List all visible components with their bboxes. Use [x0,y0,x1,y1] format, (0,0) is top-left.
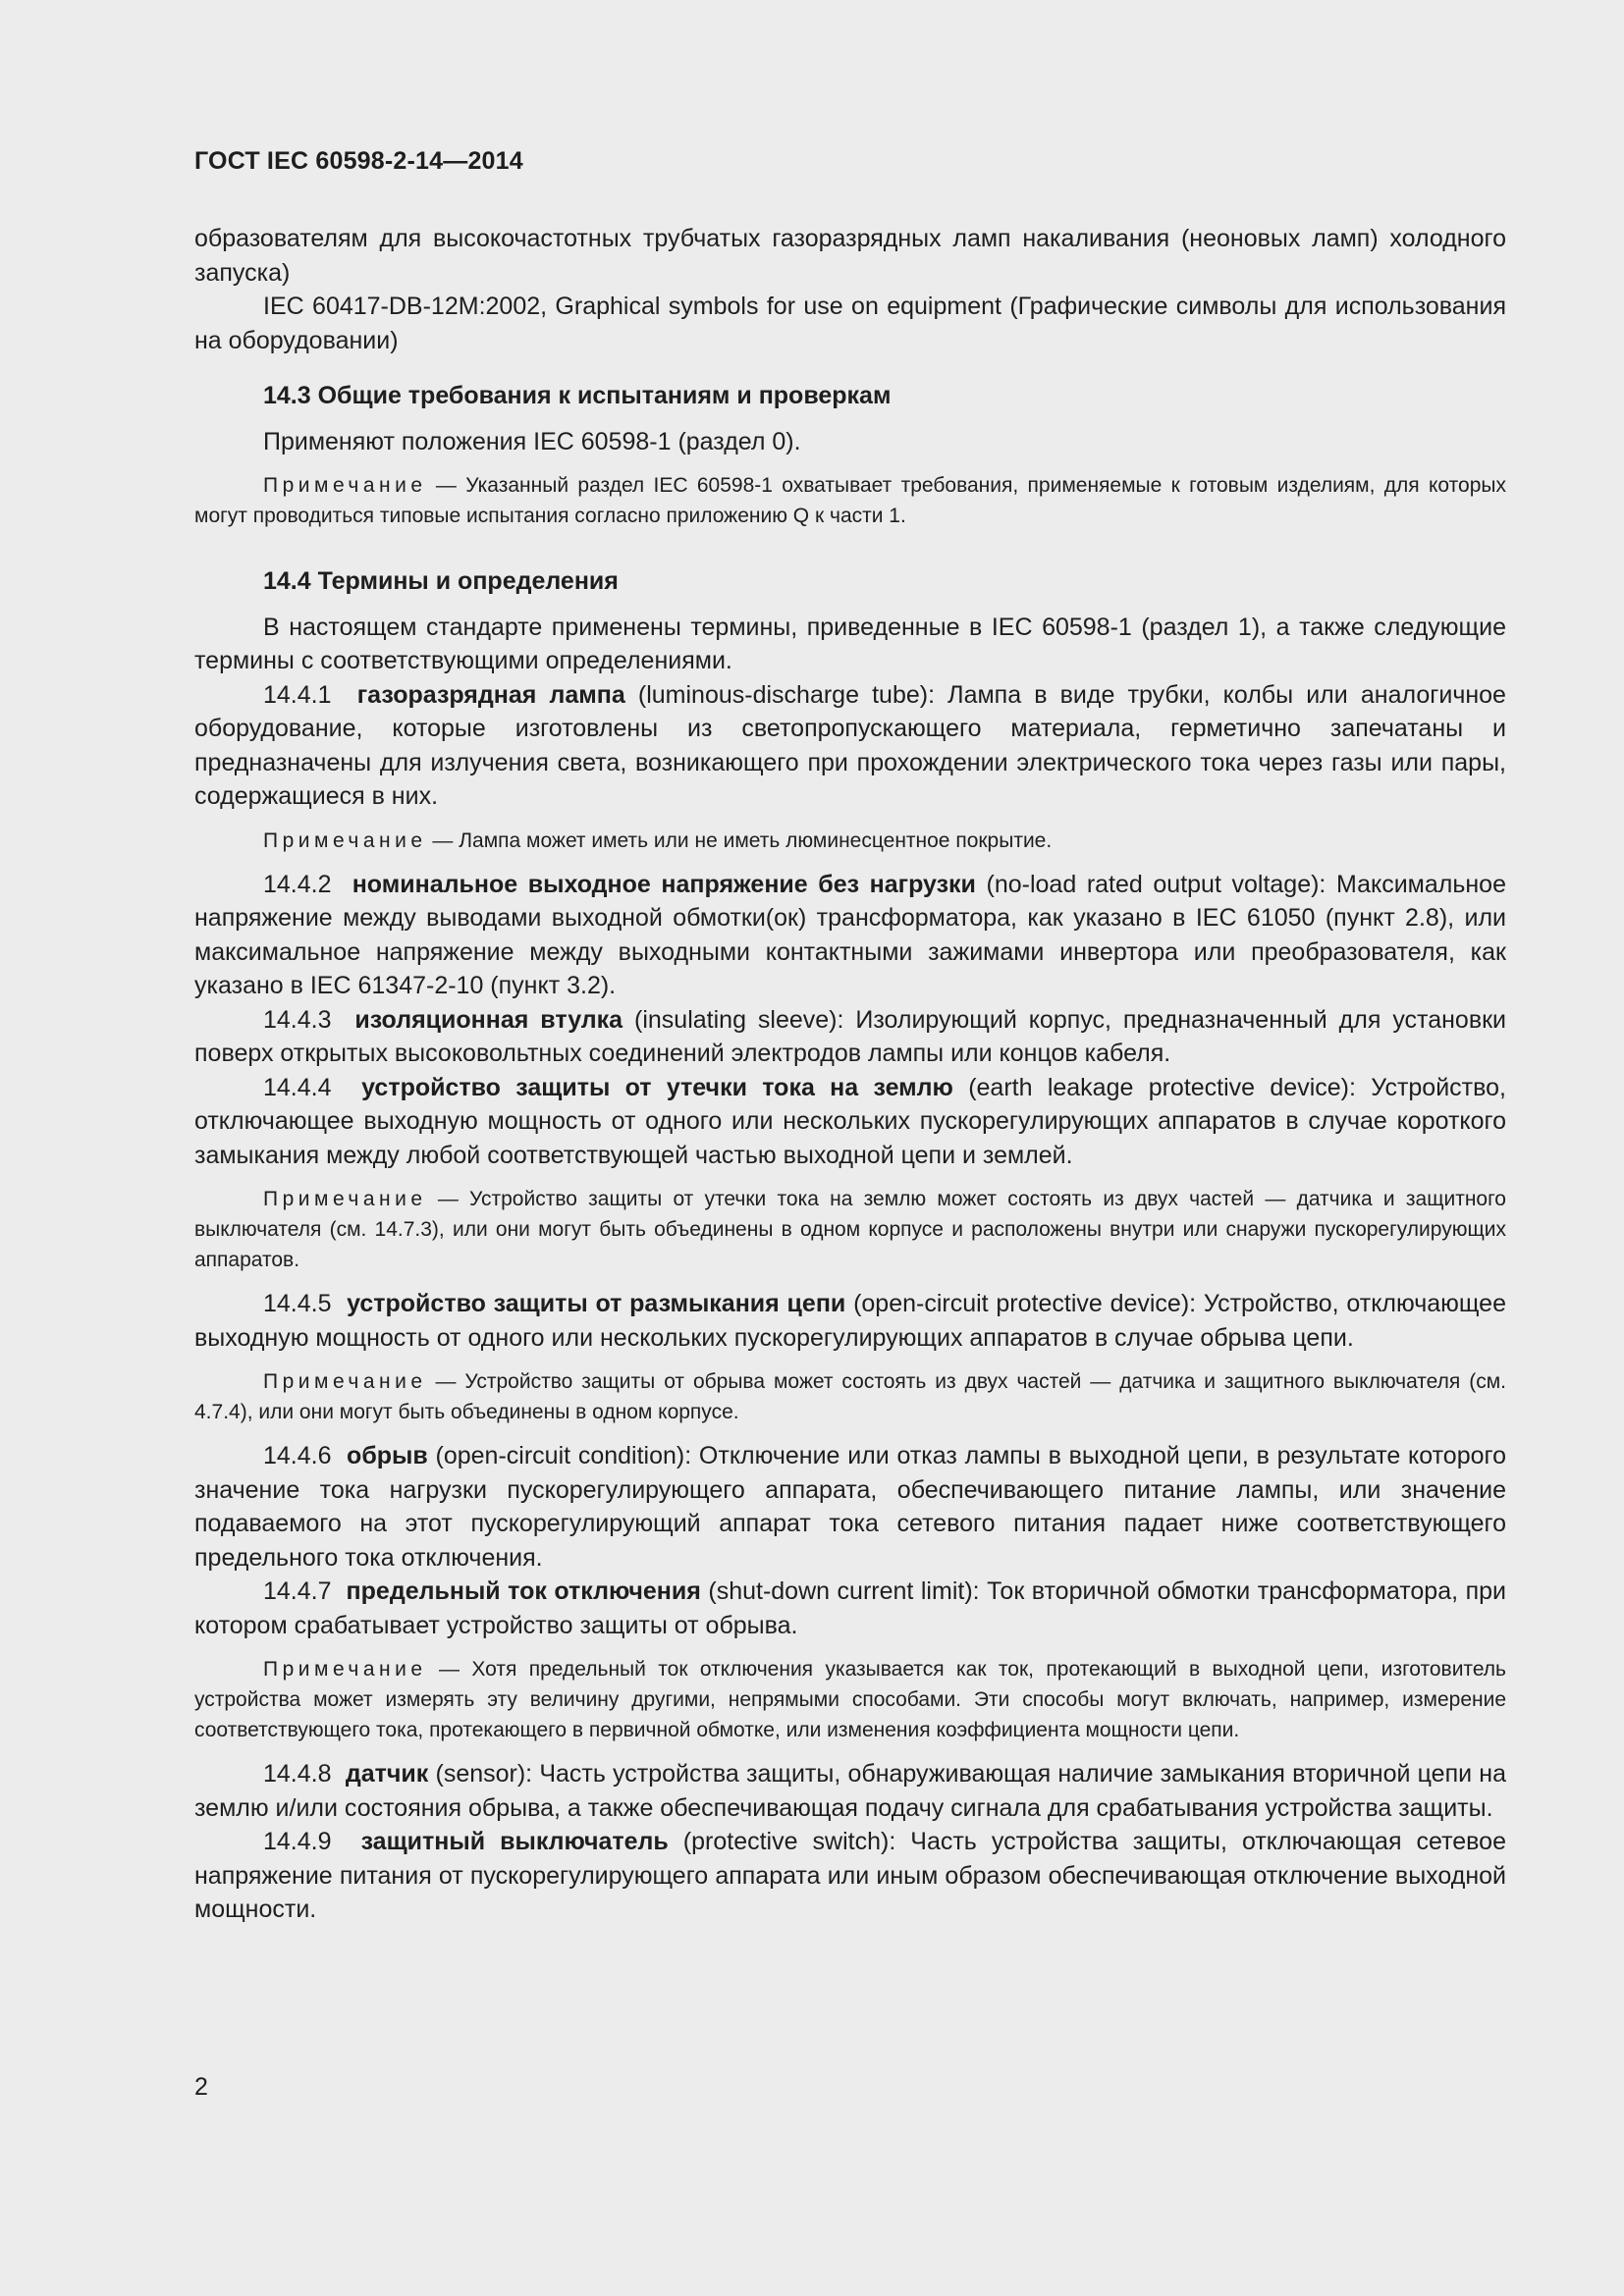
document-body [194,222,1506,1927]
term-text: (earth leakage protective device): Устройство, отключающее выходную мощность от одного или нескольких пускорегулирующих аппаратов в случае короткого замыкания между любой соответствующей частью выходной цепи и землей. [194,1073,1506,1169]
term-definition-14-4-5 [194,1287,1506,1355]
term-number: 14.4.6 [263,1442,332,1469]
term-definition-14-4-3 [194,1003,1506,1071]
term-text: (no-load rated output voltage): Максимальное напряжение между выводами выходной обмотки(ок) трансформатора, как указано в IEC 61050 (пункт 2.8), или максимальное напряжение между выходными контактными зажимами инвертора или преобразователя, как указано в IEC 61347-2-10 (пункт 3.2). [194,870,1506,999]
section-14-4-intro: В настоящем стандарте применены термины, приведенные в IEC 60598-1 (раздел 1), а также следующие термины с соответствующими определениями. [194,613,1506,674]
term-number: 14.4.9 [263,1828,332,1855]
term-definition-14-4-1 [194,678,1506,814]
term-definition-14-4-4 [194,1071,1506,1173]
term-name: обрыв [347,1442,428,1469]
term-number: 14.4.7 [263,1577,332,1605]
note-label: Примечание [263,1370,427,1393]
term-name: номинальное выходное напряжение без нагрузки [352,870,976,898]
term-text: (shut-down current limit): Ток вторичной обмотки трансформатора, при котором срабатывает устройство защиты от обрыва. [194,1577,1506,1639]
note-label: Примечание [263,1658,427,1681]
section-heading-14-3: 14.3 Общие требования к испытаниям и проверкам [263,382,892,409]
note-text: — Хотя предельный ток отключения указывается как ток, протекающий в выходной цепи, изготовитель устройства может измерять эту величину другими, непрямыми способами. Эти способы могут включать, например, измерение соответствующего тока, протекающего в первичной обмотке, или изменения коэффициента мощности цепи. [194,1658,1506,1741]
note-text: — Устройство защиты от обрыва может состоять из двух частей — датчика и защитного выключателя (см. 4.7.4), или они могут быть объединены в одном корпусе. [194,1370,1506,1423]
note-label: Примечание [263,474,427,497]
term-definition-14-4-7 [194,1575,1506,1642]
term-number: 14.4.2 [263,870,332,898]
term-name: защитный выключатель [360,1828,669,1855]
paragraph: образователям для высокочастотных трубчатых газоразрядных ламп накаливания (неоновых ламп) холодного запуска) [194,225,1506,287]
note [194,826,1506,856]
section-14-3-text: Применяют положения IEC 60598-1 (раздел 0). [263,427,801,455]
note-label: Примечание [263,828,427,852]
note [194,1654,1506,1745]
term-number: 14.4.1 [263,680,332,709]
term-name: изоляционная втулка [354,1005,623,1034]
term-number: 14.4.3 [263,1005,332,1034]
term-name: предельный ток отключения [346,1577,701,1605]
note [194,1184,1506,1275]
term-definition-14-4-6 [194,1439,1506,1575]
term-text: (open-circuit protective device): Устройство, отключающее выходную мощность от одного или нескольких пускорегулирующих аппаратов в случае обрыва цепи. [194,1290,1506,1352]
note-text: — Лампа может иметь или не иметь люминесцентное покрытие. [432,828,1053,852]
term-name: устройство защиты от размыкания цепи [347,1290,846,1317]
note-label: Примечание [263,1188,427,1210]
term-text: (sensor): Часть устройства защиты, обнаруживающая наличие замыкания вторичной цепи на землю и/или состояния обрыва, а также обеспечивающая подачу сигнала для срабатывания устройства защиты. [194,1760,1506,1822]
term-number: 14.4.5 [263,1290,332,1317]
term-name: датчик [345,1760,429,1788]
reference-paragraph: IEC 60417-DB-12M:2002, Graphical symbols for use on equipment (Графические символы для использования на оборудовании) [194,293,1506,354]
term-number: 14.4.8 [263,1760,332,1788]
term-text: (insulating sleeve): Изолирующий корпус, предназначенный для установки поверх открытых высоковольтных соединений электродов лампы или концов кабеля. [194,1005,1507,1067]
term-text: (open-circuit condition): Отключение или отказ лампы в выходной цепи, в результате которого значение тока нагрузки пускорегулирующего аппарата, обеспечивающего питание лампы, или значение подаваемого на этот пускорегулирующий аппарат тока сетевого питания падает ниже соответствующего предельного тока отключения. [194,1442,1506,1572]
note-text: — Указанный раздел IEC 60598-1 охватывает требования, применяемые к готовым изделиям, для которых могут проводиться типовые испытания согласно приложению Q к части 1. [194,474,1506,527]
term-name: газоразрядная лампа [356,680,625,709]
page-number: 2 [194,2073,208,2101]
term-name: устройство защиты от утечки тока на землю [361,1073,953,1101]
term-text: (protective switch): Часть устройства защиты, отключающая сетевое напряжение питания от пускорегулирующего аппарата или иным образом обеспечивающая отключение выходной мощности. [194,1828,1506,1923]
term-definition-14-4-9 [194,1825,1506,1927]
document-header: ГОСТ IEC 60598-2-14—2014 [194,147,523,175]
note-text: — Устройство защиты от утечки тока на землю может состоять из двух частей — датчика и защитного выключателя (см. 14.7.3), или они могут быть объединены в одном корпусе и расположены внутри или снаружи пускорегулирующих аппаратов. [194,1188,1506,1271]
term-text: (luminous-discharge tube): Лампа в виде трубки, колбы или аналогичное оборудование, которые изготовлены из светопропускающего материала, герметично запечатаны и предназначены для излучения света, возникающего при прохождении электрического тока через газы или пары, содержащиеся в них. [194,680,1506,810]
note [194,470,1506,531]
term-definition-14-4-2 [194,868,1506,1003]
note [194,1366,1506,1427]
term-definition-14-4-8 [194,1757,1506,1825]
section-heading-14-4: 14.4 Термины и определения [263,567,619,595]
term-number: 14.4.4 [263,1073,332,1101]
